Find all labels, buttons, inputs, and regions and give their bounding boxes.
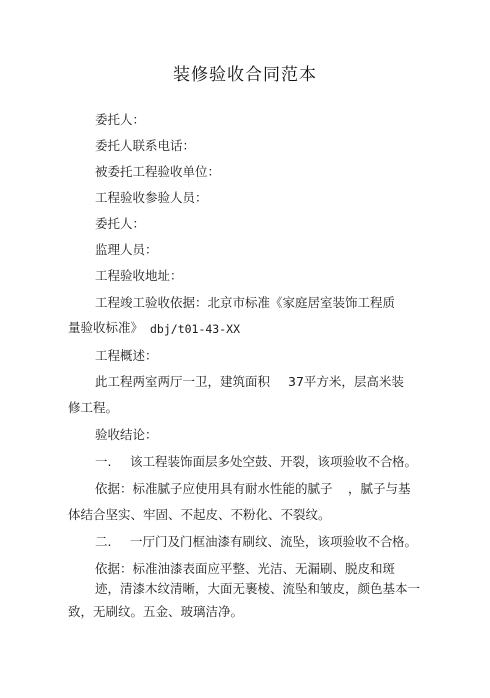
field-inspection-unit: 被委托工程验收单位： <box>95 164 221 179</box>
field-client: 委托人： <box>95 112 146 127</box>
field-inspection-address: 工程验收地址： <box>95 268 183 283</box>
item-1-basis-1: 依据：标准腻子应使用具有耐水性能的腻子 <box>95 481 333 496</box>
item-1-basis-2: 体结合坚实、牢固、不起皮、不粉化、不裂纹。 <box>68 507 331 522</box>
item-2-text: 一厅门及门框油漆有刷纹、流坠，该项验收不合 <box>130 534 393 549</box>
overview-label: 工程概述： <box>95 348 158 363</box>
field-inspection-staff: 工程验收参验人员： <box>95 190 208 205</box>
conclusion-label: 验收结论： <box>95 427 158 442</box>
field-client-phone: 委托人联系电话： <box>95 138 196 153</box>
document-title: 装修验收合同范本 <box>173 65 317 85</box>
item-1-end: 格。 <box>392 454 418 469</box>
overview-line-2: 修工程。 <box>68 400 119 415</box>
item-2-basis-2: 迹，清漆木纹清晰，大面无裹棱、流坠和皱皮，颜色基本一 <box>95 581 421 596</box>
item-2-number: 二. <box>95 534 112 549</box>
item-2-basis-3: 致，无刷纹。五金、玻璃洁净。 <box>68 604 244 619</box>
item-2-end: 格。 <box>392 534 418 549</box>
item-2-basis-1: 依据：标准油漆表面应平整、光洁、无漏刷、脱皮和斑 <box>95 561 396 576</box>
overview-area: 37平方米，层高米装 <box>288 374 404 389</box>
field-supervisor: 监理人员： <box>95 242 158 257</box>
basis-line-1: 工程竣工验收依据：北京市标准《家庭居室装饰工程质 <box>95 295 396 310</box>
overview-line-1: 此工程两室两厅一卫，建筑面积 <box>95 374 271 389</box>
item-1-basis-1b: ，腻子与基 <box>348 481 411 496</box>
standard-code: dbj/t01-43-XX <box>150 322 241 336</box>
item-1-text: 该工程装饰面层多处空鼓、开裂，该项验收不合 <box>130 454 393 469</box>
field-client-2: 委托人： <box>95 216 146 231</box>
basis-line-2: 量验收标准》 <box>68 320 144 335</box>
item-1-number: 一. <box>95 454 112 469</box>
